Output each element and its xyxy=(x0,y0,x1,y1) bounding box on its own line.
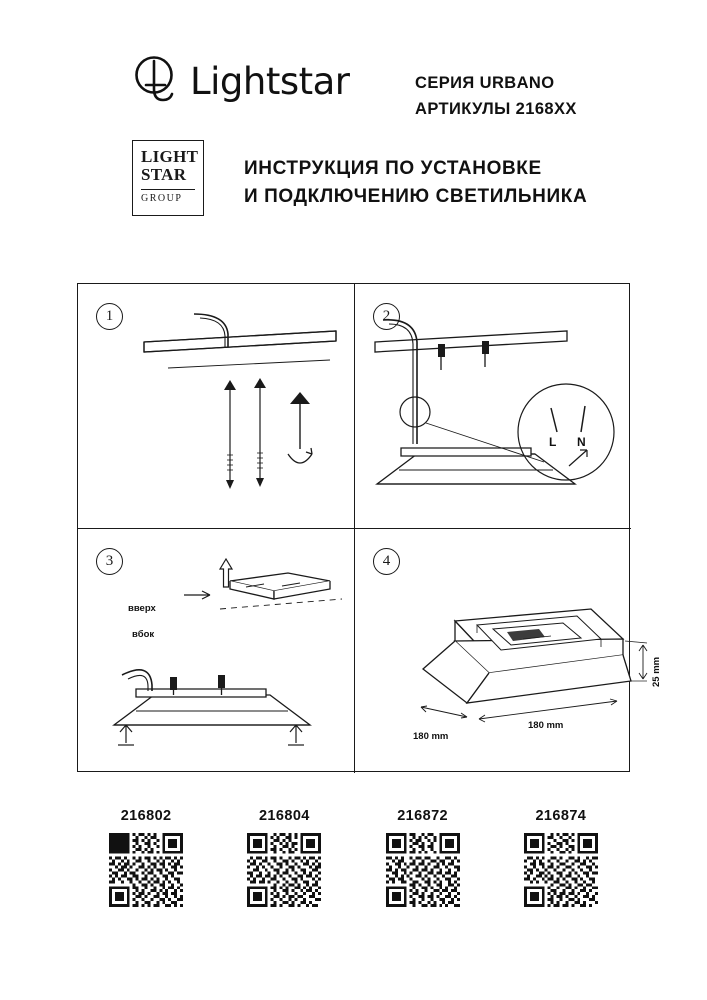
step-badge-2: 2 xyxy=(373,303,400,330)
step-1-illustration xyxy=(78,284,354,528)
label-up: вверх xyxy=(128,603,156,614)
dimension-width: 180 mm xyxy=(413,731,449,742)
step-badge-1: 1 xyxy=(96,303,123,330)
brand-lockup xyxy=(132,55,350,107)
series-name: СЕРИЯ URBANO xyxy=(415,74,555,92)
page-title-line-1: ИНСТРУКЦИЯ ПО УСТАНОВКЕ xyxy=(244,158,542,179)
terminal-label-n: N xyxy=(577,435,586,449)
series-info xyxy=(415,70,577,122)
article-code: 216804 xyxy=(258,808,310,824)
article-code: 216802 xyxy=(120,808,172,824)
step-4-illustration xyxy=(355,529,632,774)
step-3-panel xyxy=(78,528,354,773)
article-code: 216874 xyxy=(535,808,587,824)
article-qr-row xyxy=(77,808,630,938)
lsg-line-2: STAR xyxy=(141,165,187,184)
article-cell xyxy=(492,808,630,938)
lsg-divider xyxy=(141,189,195,190)
dimension-height: 25 mm xyxy=(651,656,662,687)
dimension-depth: 180 mm xyxy=(528,720,564,731)
article-cell xyxy=(77,808,215,938)
qr-code-216872 xyxy=(386,833,460,907)
document-header xyxy=(0,0,707,250)
lsg-line-1: LIGHT xyxy=(141,147,199,166)
brand-wordmark: Lightstar xyxy=(190,59,350,103)
lightstar-l-monogram-icon xyxy=(132,55,184,107)
lightstar-group-logo xyxy=(132,140,204,216)
qr-code-216804 xyxy=(247,833,321,907)
series-articles: АРТИКУЛЫ 2168XX xyxy=(415,100,577,118)
label-side: вбок xyxy=(132,629,155,640)
step-3-illustration xyxy=(78,529,354,774)
instruction-panels xyxy=(77,283,662,772)
qr-code-216802 xyxy=(109,833,183,907)
lsg-line-3: GROUP xyxy=(141,193,183,204)
article-code: 216872 xyxy=(397,808,449,824)
step-4-panel xyxy=(354,528,662,773)
qr-code-216874 xyxy=(524,833,598,907)
step-2-panel xyxy=(354,284,631,528)
terminal-label-l: L xyxy=(549,435,557,449)
article-cell xyxy=(215,808,353,938)
step-badge-4: 4 xyxy=(373,548,400,575)
page-title xyxy=(244,155,587,211)
article-cell xyxy=(354,808,492,938)
page-title-line-2: И ПОДКЛЮЧЕНИЮ СВЕТИЛЬНИКА xyxy=(244,186,588,207)
step-1-panel xyxy=(78,284,354,528)
step-badge-3: 3 xyxy=(96,548,123,575)
step-2-illustration xyxy=(355,284,632,528)
